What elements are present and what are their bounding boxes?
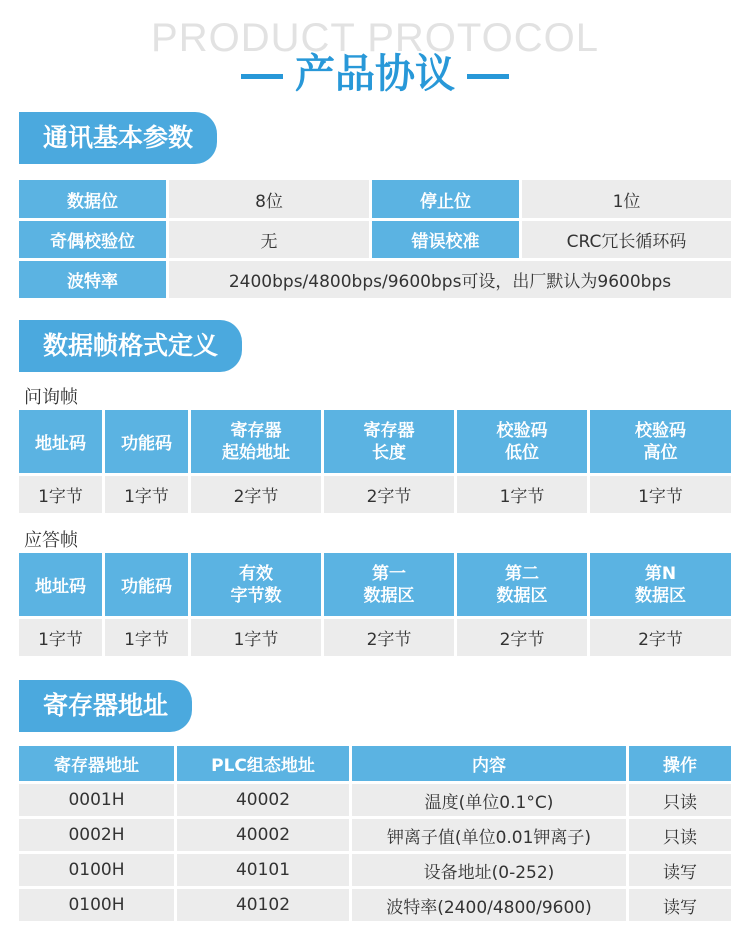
title-dash-left [241, 74, 283, 79]
column-header: 操作 [629, 746, 731, 781]
table-cell: 读写 [629, 854, 731, 886]
column-header: 寄存器地址 [19, 746, 174, 781]
column-header: 地址码 [19, 553, 102, 616]
table-cell: 2字节 [590, 619, 731, 656]
param-value: 无 [169, 221, 369, 258]
column-header: 第一 数据区 [324, 553, 454, 616]
table-row [19, 476, 731, 513]
column-header: 校验码 高位 [590, 410, 731, 473]
table-row [19, 180, 731, 218]
response-frame-table [16, 550, 734, 659]
table-cell: 40002 [177, 784, 349, 816]
param-label: 波特率 [19, 261, 166, 298]
section-heading-comm-params: 通讯基本参数 [19, 112, 217, 164]
table-cell: 读写 [629, 889, 731, 921]
column-header: 第N 数据区 [590, 553, 731, 616]
response-frame-label: 应答帧 [24, 530, 78, 551]
table-cell: 0100H [19, 854, 174, 886]
table-cell: 只读 [629, 819, 731, 851]
table-cell: 1字节 [105, 476, 188, 513]
column-header: PLC组态地址 [177, 746, 349, 781]
column-header: 功能码 [105, 553, 188, 616]
column-header: 校验码 低位 [457, 410, 587, 473]
column-header: 第二 数据区 [457, 553, 587, 616]
background-title: PRODUCT PROTOCOL [151, 16, 599, 60]
table-header-row [19, 410, 731, 473]
table-cell: 2字节 [191, 476, 321, 513]
section-heading-frame-format: 数据帧格式定义 [19, 320, 242, 372]
table-cell: 1字节 [457, 476, 587, 513]
section-heading-register-address: 寄存器地址 [19, 680, 192, 732]
table-row [19, 261, 731, 298]
table-row [19, 854, 731, 886]
title-dash-right [467, 74, 509, 79]
column-header: 寄存器 起始地址 [191, 410, 321, 473]
param-label: 停止位 [372, 180, 519, 218]
param-value: CRC冗长循环码 [522, 221, 731, 258]
param-value: 1位 [522, 180, 731, 218]
comm-params-table [16, 177, 734, 301]
query-frame-label: 问询帧 [24, 387, 78, 408]
table-row [19, 889, 731, 921]
query-frame-table [16, 407, 734, 516]
column-header: 功能码 [105, 410, 188, 473]
table-cell: 波特率(2400/4800/9600) [352, 889, 626, 921]
table-cell: 2字节 [457, 619, 587, 656]
table-header-row [19, 553, 731, 616]
table-cell: 1字节 [590, 476, 731, 513]
param-value: 8位 [169, 180, 369, 218]
param-label: 数据位 [19, 180, 166, 218]
table-cell: 0002H [19, 819, 174, 851]
table-row [19, 221, 731, 258]
table-cell: 1字节 [19, 476, 102, 513]
column-header: 地址码 [19, 410, 102, 473]
table-cell: 2字节 [324, 476, 454, 513]
table-cell: 2字节 [324, 619, 454, 656]
table-cell: 40102 [177, 889, 349, 921]
column-header: 有效 字节数 [191, 553, 321, 616]
table-row [19, 784, 731, 816]
table-cell: 1字节 [19, 619, 102, 656]
param-label: 错误校准 [372, 221, 519, 258]
table-cell: 1字节 [191, 619, 321, 656]
column-header: 寄存器 长度 [324, 410, 454, 473]
table-cell: 设备地址(0-252) [352, 854, 626, 886]
table-header-row [19, 746, 731, 781]
register-table [16, 743, 734, 924]
param-value: 2400bps/4800bps/9600bps可设，出厂默认为9600bps [169, 261, 731, 298]
page-title-text: 产品协议 [295, 51, 455, 97]
table-cell: 0001H [19, 784, 174, 816]
column-header: 内容 [352, 746, 626, 781]
page-title [0, 42, 750, 99]
table-cell: 40101 [177, 854, 349, 886]
table-row [19, 819, 731, 851]
table-cell: 只读 [629, 784, 731, 816]
param-label: 奇偶校验位 [19, 221, 166, 258]
table-cell: 温度(单位0.1°C) [352, 784, 626, 816]
table-row [19, 619, 731, 656]
table-cell: 0100H [19, 889, 174, 921]
table-cell: 40002 [177, 819, 349, 851]
table-cell: 钾离子值(单位0.01钾离子) [352, 819, 626, 851]
table-cell: 1字节 [105, 619, 188, 656]
